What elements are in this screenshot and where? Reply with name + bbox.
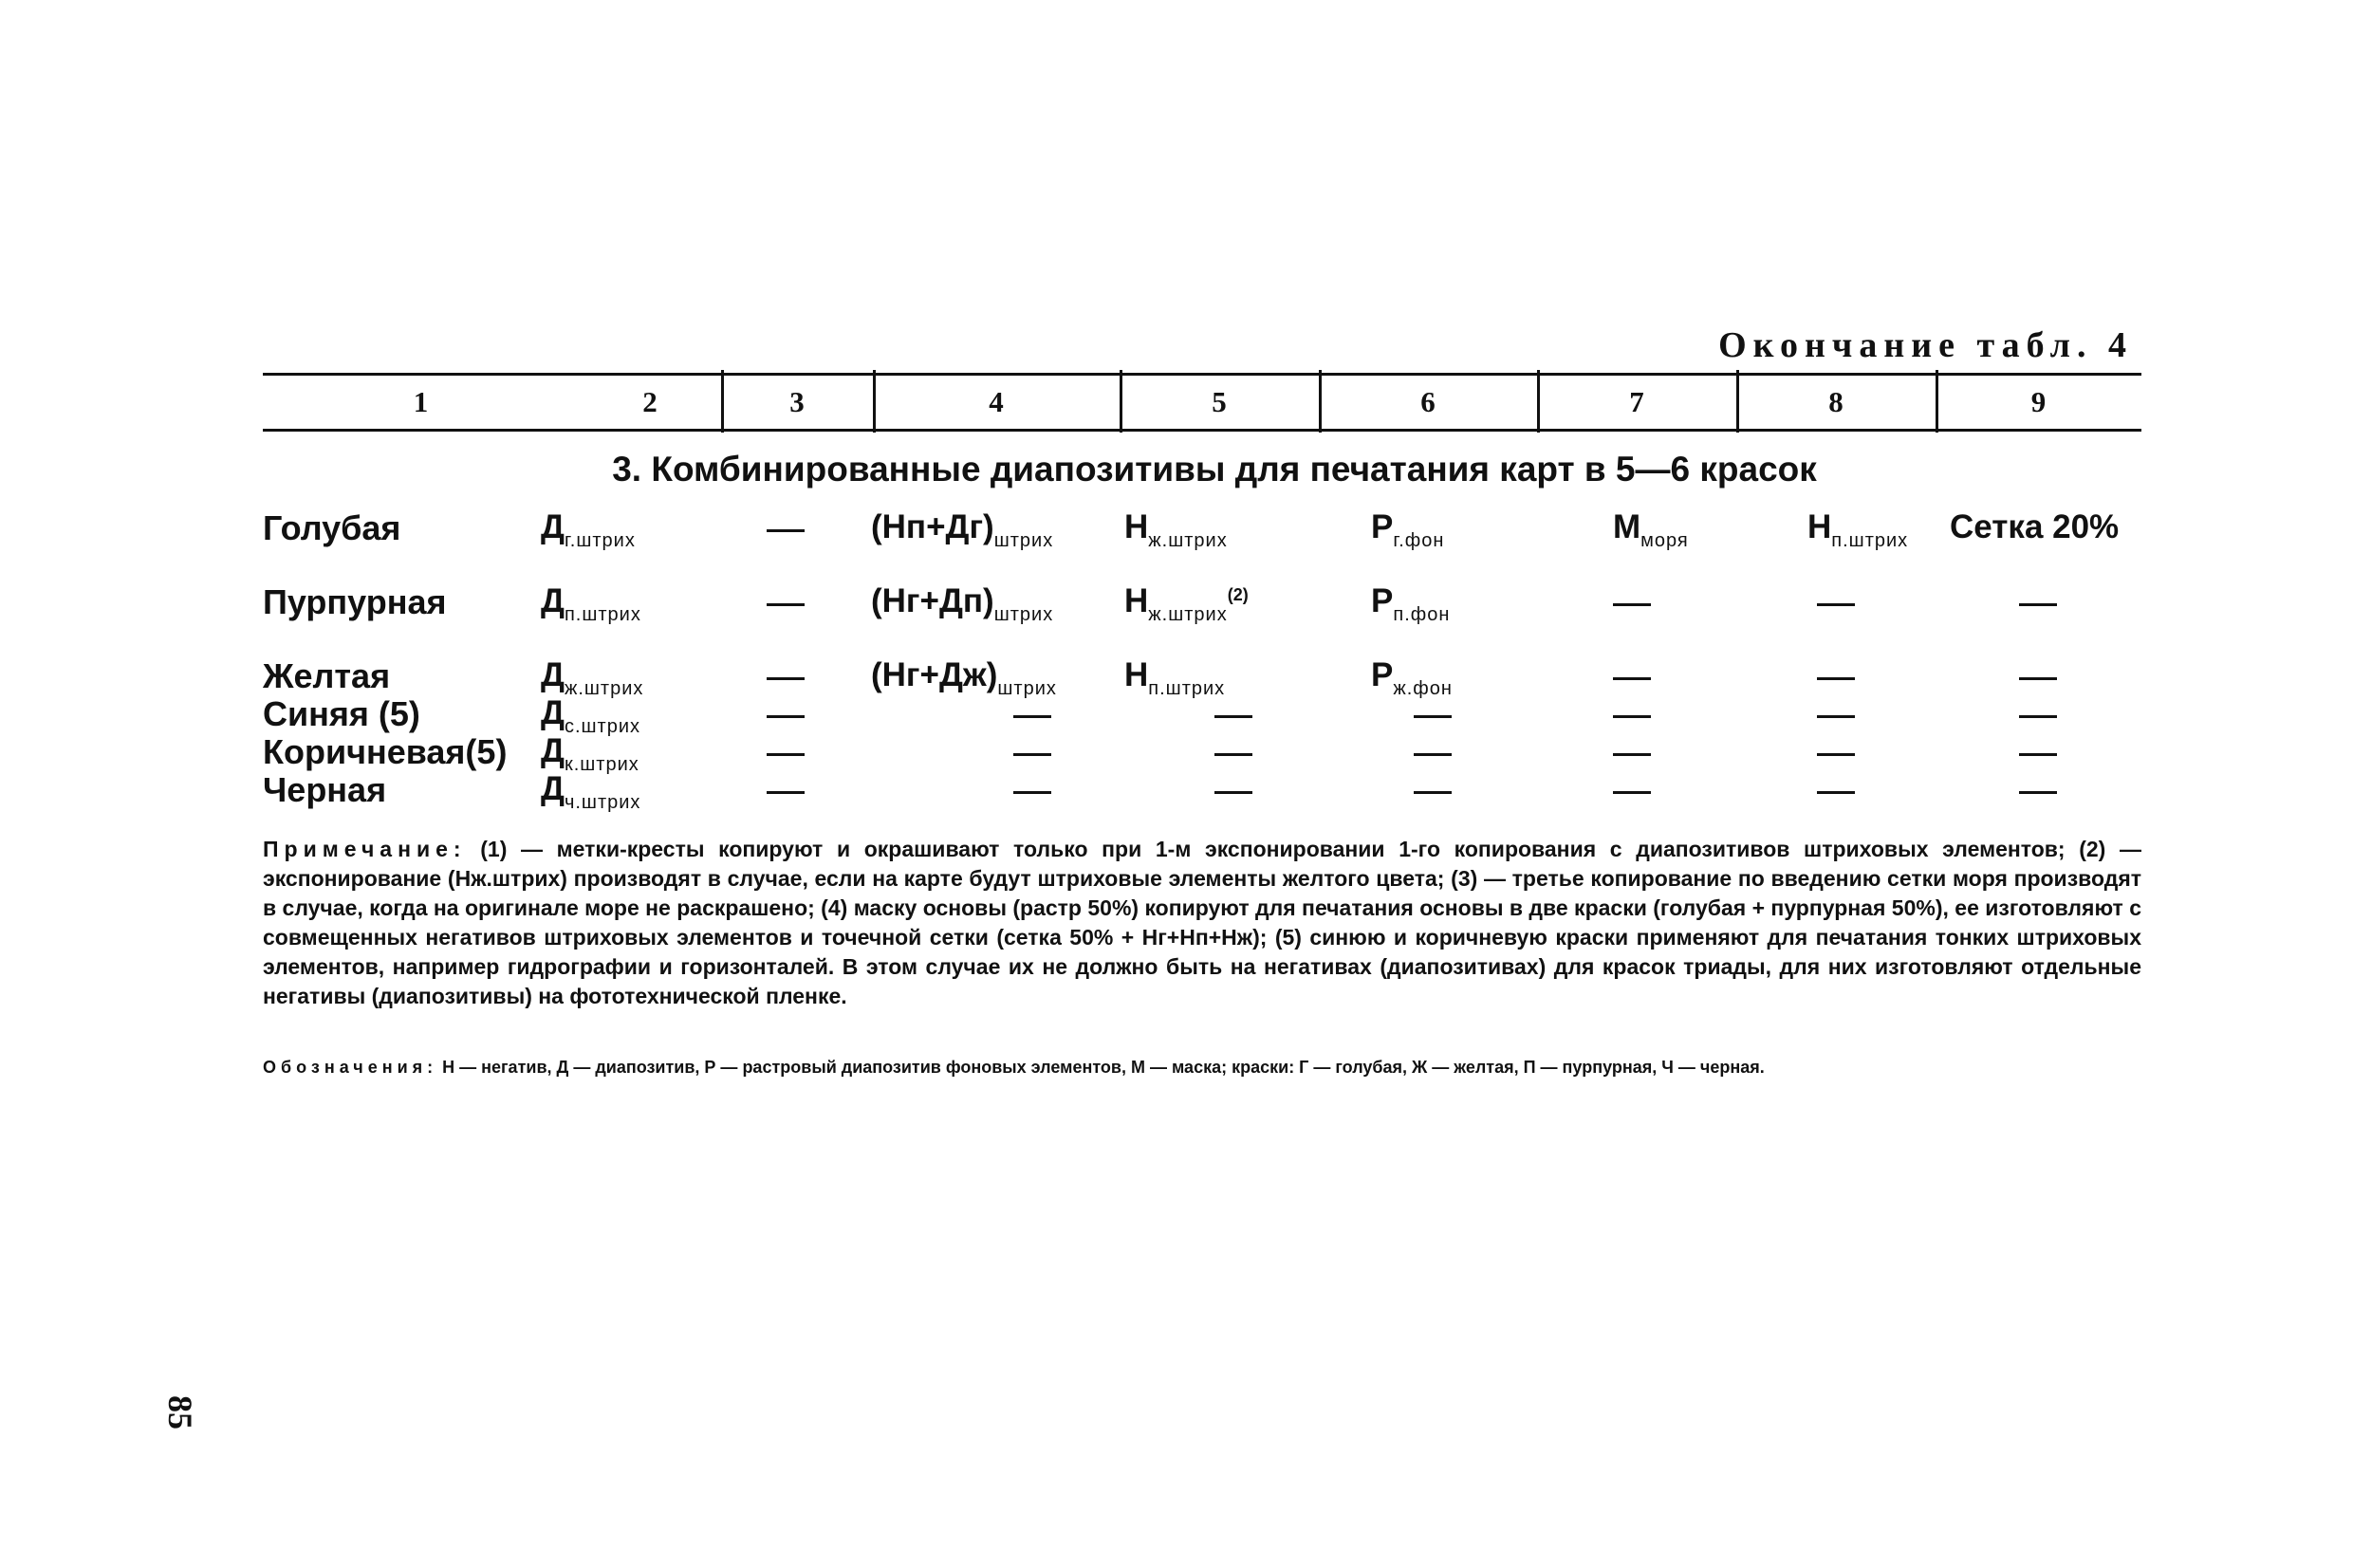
cell-main: Р [1371,656,1394,693]
column-divider [873,370,876,433]
header-col-2: 2 [642,385,658,418]
dash-mark [1414,791,1452,794]
column-divider [1736,370,1739,433]
row-color-name: Голубая [263,508,401,547]
header-col-9: 9 [2030,385,2047,418]
row-color-name: Коричневая(5) [263,732,508,771]
cell-subscript: п.штрих [564,604,641,625]
row-color-name: Черная [263,770,387,809]
cell-main: (Hп+Дг) [871,508,994,545]
cell-c4 [1013,694,1051,732]
column-divider [721,370,724,433]
cell-main: Д [541,770,565,807]
cell-c7 [1613,508,1689,551]
cell-c4 [1013,732,1051,770]
cell-c7 [1613,770,1651,808]
cell-main: Р [1371,582,1394,619]
cell-c5 [1124,508,1228,551]
cell-c8 [1817,732,1855,770]
legend-paragraph [263,1055,2141,1079]
header-col-5: 5 [1212,385,1227,418]
note-paragraph [263,835,2141,1011]
dash-mark [1613,677,1651,680]
page-number: 85 [161,1395,199,1430]
table-row [0,770,2353,827]
dash-mark [1214,715,1252,718]
dash-mark [1613,753,1651,756]
cell-c2 [541,770,641,813]
dash-mark [767,715,805,718]
header-col-8: 8 [1828,385,1843,418]
dash-mark [1613,603,1651,606]
cell-main: Д [541,582,565,619]
table-caption: Окончание табл. 4 [1718,325,2133,365]
cell-subscript: ж.штрих [1148,604,1228,625]
dash-mark [2019,753,2057,756]
cell-subscript: п.штрих [1831,530,1909,551]
cell-c9 [2019,770,2057,808]
dash-mark [1817,677,1855,680]
cell-c5 [1214,732,1252,770]
cell-c2 [541,582,641,625]
cell-subscript: с.штрих [564,716,640,737]
cell-c8 [1807,508,1909,551]
cell-c7 [1613,582,1651,620]
cell-subscript: ж.штрих [1148,530,1228,551]
header-col-3: 3 [789,385,805,418]
cell-subscript: к.штрих [564,754,639,775]
cell-main: Н [1807,508,1832,545]
cell-c3 [767,582,805,620]
cell-c4 [871,582,1054,625]
cell-subscript: п.фон [1393,604,1451,625]
table-row [0,582,2353,639]
cell-main: Д [541,508,565,545]
column-number-header [263,373,2141,432]
header-col-6: 6 [1420,385,1436,418]
cell-subscript: г.штрих [564,530,636,551]
cell-c4 [1013,770,1051,808]
cell-subscript: штрих [993,530,1054,551]
cell-c2 [541,694,640,737]
cell-c2 [541,508,636,551]
cell-main: Д [541,694,565,731]
dash-mark [2019,791,2057,794]
cell-c6 [1414,770,1452,808]
cell-subscript: штрих [993,604,1054,625]
cell-main: Д [541,732,565,769]
cell-c8 [1817,656,1855,694]
cell-subscript: штрих [997,678,1057,699]
cell-c9 [2019,694,2057,732]
cell-subscript: ч.штрих [564,792,641,813]
cell-c6 [1371,656,1453,699]
dash-mark [1013,753,1051,756]
dash-mark [1013,791,1051,794]
header-col-4: 4 [989,385,1004,418]
cell-main: Н [1124,582,1149,619]
cell-c5 [1214,770,1252,808]
dash-mark [1013,715,1051,718]
cell-c5 [1124,656,1226,699]
dash-mark [1214,753,1252,756]
dash-mark [1613,791,1651,794]
cell-c5 [1214,694,1252,732]
dash-mark [2019,603,2057,606]
cell-superscript: (2) [1227,585,1249,604]
column-divider [1120,370,1122,433]
cell-c7 [1613,694,1651,732]
cell-c9 [2019,656,2057,694]
cell-c3 [767,732,805,770]
cell-main: Н [1124,508,1149,545]
cell-subscript: ж.фон [1393,678,1453,699]
cell-subscript: п.штрих [1148,678,1226,699]
header-col-1: 1 [413,385,429,418]
dash-mark [767,603,805,606]
cell-c9: Сетка 20% [1950,508,2120,545]
cell-c3 [767,694,805,732]
cell-c8 [1817,694,1855,732]
cell-main: (Hг+Дп) [871,582,994,619]
dash-mark [1817,603,1855,606]
cell-c5 [1124,582,1249,625]
dash-mark [1414,715,1452,718]
cell-main: Н [1124,656,1149,693]
cell-c2 [541,656,644,699]
note-label: Примечание: [263,837,467,861]
dash-mark [1817,715,1855,718]
column-divider [1936,370,1938,433]
dash-mark [1817,753,1855,756]
dash-mark [767,791,805,794]
cell-c7 [1613,732,1651,770]
dash-mark [2019,677,2057,680]
section-title: 3. Комбинированные диапозитивы для печатания карт в 5—6 красок [612,450,1817,489]
cell-c4 [871,508,1054,551]
cell-main: М [1613,508,1641,545]
cell-main: (Hг+Дж) [871,656,998,693]
cell-c6 [1371,508,1445,551]
cell-c6 [1414,732,1452,770]
dash-mark [1214,791,1252,794]
cell-c6 [1414,694,1452,732]
row-color-name: Пурпурная [263,582,447,621]
cell-c3 [767,770,805,808]
cell-main: Р [1371,508,1394,545]
cell-subscript: г.фон [1393,530,1445,551]
cell-c3 [767,508,805,546]
dash-mark [1613,715,1651,718]
cell-c6 [1371,582,1451,625]
note-text: (1) — метки-кресты копируют и окрашивают только при 1-м экспонировании 1-го копирования с диапозитивов штриховых элементов; (2) — экспонирование (Hж.штрих) производят в случае, если на карте будут штриховые элементы желтого цвета; (3) — третье копирование по введению сетки моря производят в случае, когда на оригинале море не раскрашено; (4) маску основы (растр 50%) копируют для печатания основы в две краски (голубая + пурпурная 50%), ее изготовляют с совмещенных негативов штриховых элементов и точечной сетки (сетка 50% + Hг+Hп+Hж); (5) синюю и коричневую краски применяют для печатания тонких штриховых элементов, например гидрографии и горизонталей. В этом случае их не должно быть на негативах (диапозитивах) для красок триады, для них изготовляют отдельные негативы (диапозитивы) на фототехнической пленке. [263,837,2141,1008]
cell-c8 [1817,582,1855,620]
cell-c9 [2019,732,2057,770]
dash-mark [767,677,805,680]
column-divider [1537,370,1540,433]
dash-mark [767,753,805,756]
header-col-7: 7 [1629,385,1644,418]
dash-mark [1817,791,1855,794]
cell-c4 [871,656,1057,699]
legend-text: Н — негатив, Д — диапозитив, Р — растровый диапозитив фоновых элементов, М — маска; краски: Г — голубая, Ж — желтая, П — пурпурная, Ч — черная. [442,1058,1765,1077]
dash-mark [1414,753,1452,756]
column-divider [1319,370,1322,433]
cell-subscript: моря [1640,530,1689,551]
dash-mark [2019,715,2057,718]
cell-c9 [2019,582,2057,620]
dash-mark [767,529,805,532]
row-color-name: Желтая [263,656,391,695]
row-color-name: Синяя (5) [263,694,420,733]
cell-c2 [541,732,639,775]
cell-c7 [1613,656,1651,694]
legend-label: Обозначения: [263,1058,438,1077]
table-row [0,508,2353,565]
cell-c8 [1817,770,1855,808]
cell-main: Д [541,656,565,693]
cell-c3 [767,656,805,694]
cell-subscript: ж.штрих [564,678,644,699]
